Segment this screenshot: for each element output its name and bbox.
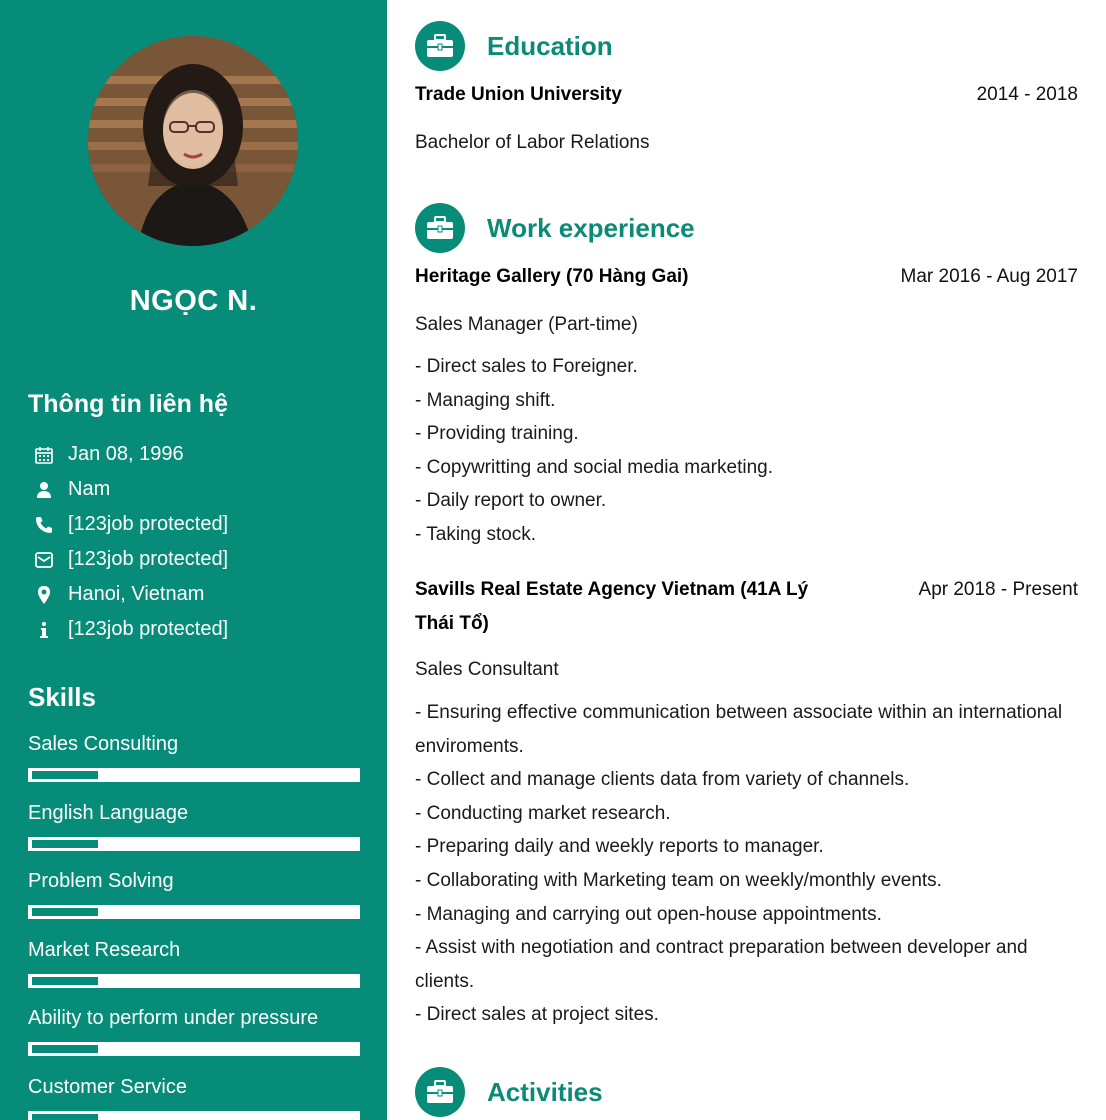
activities-title: Activities <box>487 1076 603 1107</box>
duty-item: - Direct sales to Foreigner. <box>415 356 638 377</box>
skill-item <box>28 1073 360 1120</box>
skill-fill <box>32 771 98 779</box>
contact-text: Nam <box>68 478 111 500</box>
job-role: Sales Consultant <box>415 659 559 680</box>
skill-fill <box>32 1114 98 1120</box>
school-name: Trade Union University <box>415 84 622 105</box>
contact-phone <box>32 507 228 542</box>
skill-name: Sales Consulting <box>28 733 179 755</box>
duty-item: - Collect and manage clients data from variety of channels. <box>415 769 910 791</box>
duty-item: - Managing and carrying out open-house appointments. <box>415 903 882 925</box>
duty-item: - Collaborating with Marketing team on weekly/monthly events. <box>415 869 942 891</box>
contact-title: Thông tin liên hệ <box>28 390 228 418</box>
contact-address <box>32 577 228 612</box>
company-name: Savills Real Estate Agency Vietnam (41A Lý Thái Tổ) <box>415 579 809 634</box>
contact-email <box>32 542 228 577</box>
user-icon <box>32 478 56 502</box>
profile-name: NGỌC N. <box>129 285 258 317</box>
education-title: Education <box>487 30 613 61</box>
skills-list <box>28 730 360 1120</box>
duty-item: - Taking stock. <box>415 523 537 545</box>
avatar-photo <box>88 36 298 246</box>
info-icon <box>32 618 56 642</box>
contact-text: [123job protected] <box>68 513 229 535</box>
skill-item <box>28 867 360 936</box>
briefcase-icon <box>415 203 465 253</box>
job-period: Mar 2016 - Aug 2017 <box>900 266 1078 287</box>
job-row <box>415 573 1078 640</box>
job-duties <box>415 696 1078 1032</box>
duty-item: - Daily report to owner. <box>415 490 607 512</box>
job-period: Apr 2018 - Present <box>918 579 1078 600</box>
avatar <box>88 36 298 246</box>
education-row <box>415 84 1078 106</box>
duty-item: - Ensuring effective communication between associate within an international enviroments. <box>415 702 1063 757</box>
contact-birthday <box>32 437 228 472</box>
briefcase-icon <box>415 21 465 71</box>
degree: Bachelor of Labor Relations <box>415 132 650 153</box>
skill-fill <box>32 908 98 916</box>
skill-bar <box>28 1111 360 1120</box>
duty-item: - Preparing daily and weekly reports to manager. <box>415 836 824 858</box>
work-title: Work experience <box>487 212 695 243</box>
skill-item <box>28 799 360 868</box>
activities-header <box>415 1067 603 1117</box>
education-header <box>415 21 613 71</box>
job-row <box>415 266 1078 288</box>
skill-item <box>28 936 360 1005</box>
skill-name: Problem Solving <box>28 870 174 892</box>
duty-item: - Conducting market research. <box>415 802 671 824</box>
skill-item <box>28 1004 360 1073</box>
contact-list <box>32 437 228 647</box>
skill-name: Market Research <box>28 938 181 961</box>
skill-fill <box>32 840 98 848</box>
duty-item: - Managing shift. <box>415 389 556 411</box>
duty-item: - Providing training. <box>415 423 579 445</box>
job-role: Sales Manager (Part-time) <box>415 314 638 335</box>
contact-text: Jan 08, 1996 <box>68 443 184 465</box>
main-content <box>387 0 1106 1120</box>
phone-icon <box>32 513 56 537</box>
education-period: 2014 - 2018 <box>976 84 1078 105</box>
contact-text: [123job protected] <box>68 618 229 640</box>
skill-bar <box>28 837 360 851</box>
skill-fill <box>32 1045 98 1053</box>
skill-item <box>28 730 360 799</box>
contact-info <box>32 612 228 647</box>
company-name: Heritage Gallery (70 Hàng Gai) <box>415 266 689 287</box>
skill-bar <box>28 1042 360 1056</box>
map-pin-icon <box>32 583 56 607</box>
contact-text: [123job protected] <box>68 548 229 570</box>
contact-gender <box>32 472 228 507</box>
duty-item: - Direct sales at project sites. <box>415 1004 659 1026</box>
skill-name: Ability to perform under pressure <box>28 1007 319 1029</box>
calendar-icon <box>32 443 56 467</box>
skill-bar <box>28 974 360 988</box>
work-header <box>415 203 695 253</box>
skill-bar <box>28 768 360 782</box>
contact-text: Hanoi, Vietnam <box>68 583 205 605</box>
duty-item: - Assist with negotiation and contract preparation between developer and clients. <box>415 937 1028 992</box>
skill-name: English Language <box>28 801 189 824</box>
sidebar <box>0 0 387 1120</box>
job-duties <box>415 350 1078 552</box>
envelope-icon <box>32 548 56 572</box>
skill-fill <box>32 977 98 985</box>
duty-item: - Copywritting and social media marketing. <box>415 456 773 478</box>
briefcase-icon <box>415 1067 465 1117</box>
skills-title: Skills <box>28 682 96 712</box>
skill-bar <box>28 905 360 919</box>
skill-name: Customer Service <box>28 1075 187 1098</box>
